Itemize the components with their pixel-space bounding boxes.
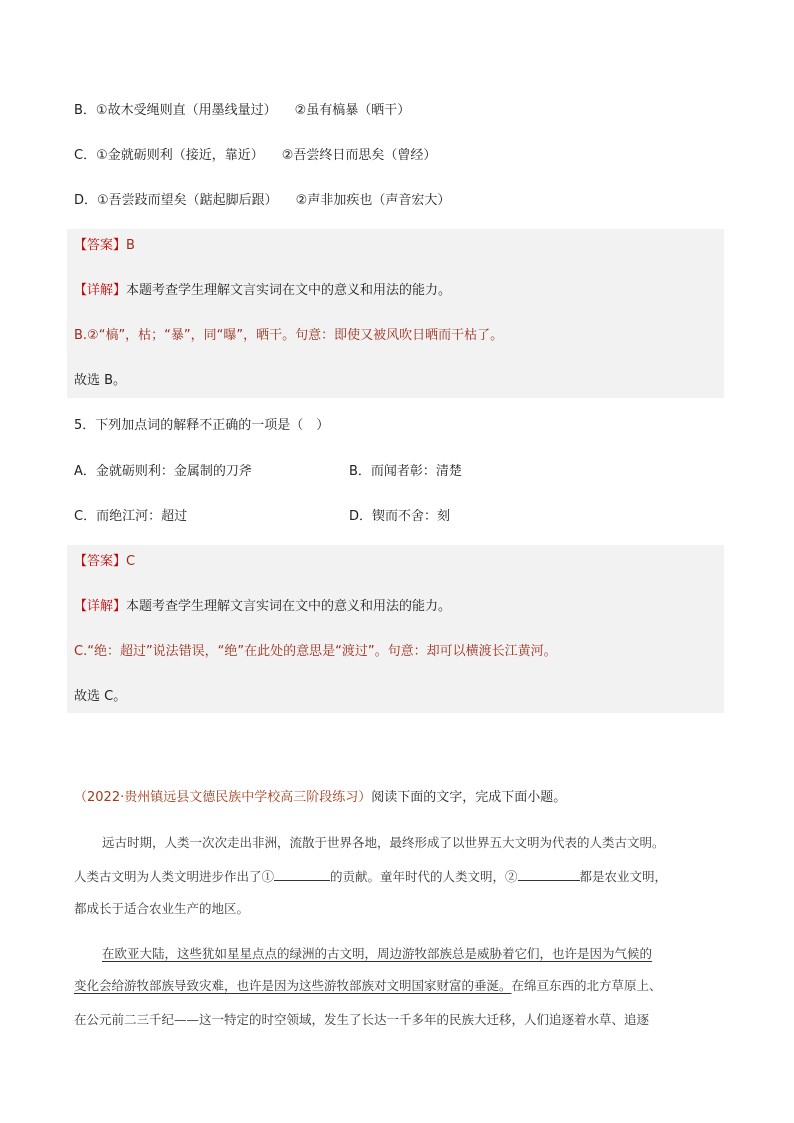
passage-text: 人类古文明为人类文明进步作出了① [74, 869, 275, 884]
underlined-text: 变化会给游牧部族导致灾难，也许是因为这些游牧部族对文明国家财富的垂涎。 [74, 978, 512, 993]
option-c-part2: ②吾尝终日而思矣（曾经） [281, 148, 437, 163]
option-c-prefix: C． [74, 148, 97, 163]
passage-p2-line1: 在欧亚大陆，这些犹如星星点点的绿洲的古文明，周边游牧部族总是威胁着它们，也许是因为气候的 [102, 946, 653, 961]
q5-option-b: B．而闻者彰：清楚 [349, 464, 462, 479]
q5-option-c: C．而绝江河：超过 [74, 509, 188, 524]
conclusion-q5: 故选 C。 [74, 689, 127, 704]
passage-p2-line3: 在公元前二三千纪——这一特定的时空领域，发生了长达一千多年的民族大迁移，人们追逐着水草、追逐 [74, 1012, 650, 1027]
option-c [74, 146, 436, 166]
answer-label: 【答案】 [74, 554, 127, 569]
answer-value: C [126, 554, 136, 569]
passage-instruction: 阅读下面的文字，完成下面小题。 [371, 790, 567, 805]
detail-line-q5 [74, 597, 451, 617]
passage-p2-line2 [74, 976, 662, 996]
answer-line-q4 [74, 236, 135, 256]
q5-option-d: D．锲而不舍：刻 [349, 509, 451, 524]
option-b-part2: ②虽有槁暴（晒干） [294, 103, 411, 118]
blank-1 [274, 866, 330, 881]
detail-text: 本题考查学生理解文言实词在文中的意义和用法的能力。 [126, 283, 452, 298]
passage-p1-line1: 远古时期，人类一次次走出非洲，流散于世界各地，最终形成了以世界五大文明为代表的人类古文明。 [102, 835, 665, 850]
passage-p1-line3: 都成长于适合农业生产的地区。 [74, 901, 250, 916]
option-d [74, 191, 450, 211]
answer-box-q4 [67, 229, 724, 398]
answer-label: 【答案】 [74, 238, 127, 253]
option-d-part2: ②声非加疾也（声音宏大） [295, 193, 451, 208]
answer-box-q5 [67, 545, 724, 713]
answer-value: B [126, 238, 135, 253]
detail-label: 【详解】 [74, 599, 127, 614]
explanation-q4: B.②“槁”，枯；“暴”，同“曝”，晒干。句意：即使又被风吹日晒而干枯了。 [74, 328, 504, 343]
option-b-part1: ①故木受绳则直（用墨线量过） [95, 103, 277, 118]
option-d-prefix: D． [74, 193, 98, 208]
detail-label: 【详解】 [74, 283, 127, 298]
q5-option-a: A．金就砺则利：金属制的刀斧 [74, 464, 252, 479]
explanation-q5: C.“绝：超过”说法错误，“绝”在此处的意思是“渡过”。句意：却可以横渡长江黄河。 [74, 644, 557, 659]
passage-source: （2022·贵州镇远县文德民族中学校高三阶段练习） [74, 790, 372, 805]
passage-p1-line2 [74, 866, 667, 887]
option-b [74, 101, 410, 121]
passage-text: 都是农业文明， [579, 869, 668, 884]
option-c-part1: ①金就砺则利（接近，靠近） [96, 148, 264, 163]
blank-2 [518, 866, 580, 881]
detail-line-q4 [74, 281, 451, 301]
question-5-stem: 5．下列加点词的解释不正确的一项是（ ） [74, 418, 330, 433]
answer-line-q5 [74, 552, 135, 572]
option-b-prefix: B． [74, 103, 96, 118]
conclusion-q4: 故选 B。 [74, 373, 127, 388]
passage-text: 的贡献。童年时代的人类文明，② [330, 869, 518, 884]
option-d-part1: ①吾尝跂而望矣（踮起脚后跟） [97, 193, 278, 208]
passage-text: 在绵亘东西的北方草原上、 [511, 978, 662, 993]
passage-heading [74, 788, 566, 808]
detail-text: 本题考查学生理解文言实词在文中的意义和用法的能力。 [126, 599, 452, 614]
